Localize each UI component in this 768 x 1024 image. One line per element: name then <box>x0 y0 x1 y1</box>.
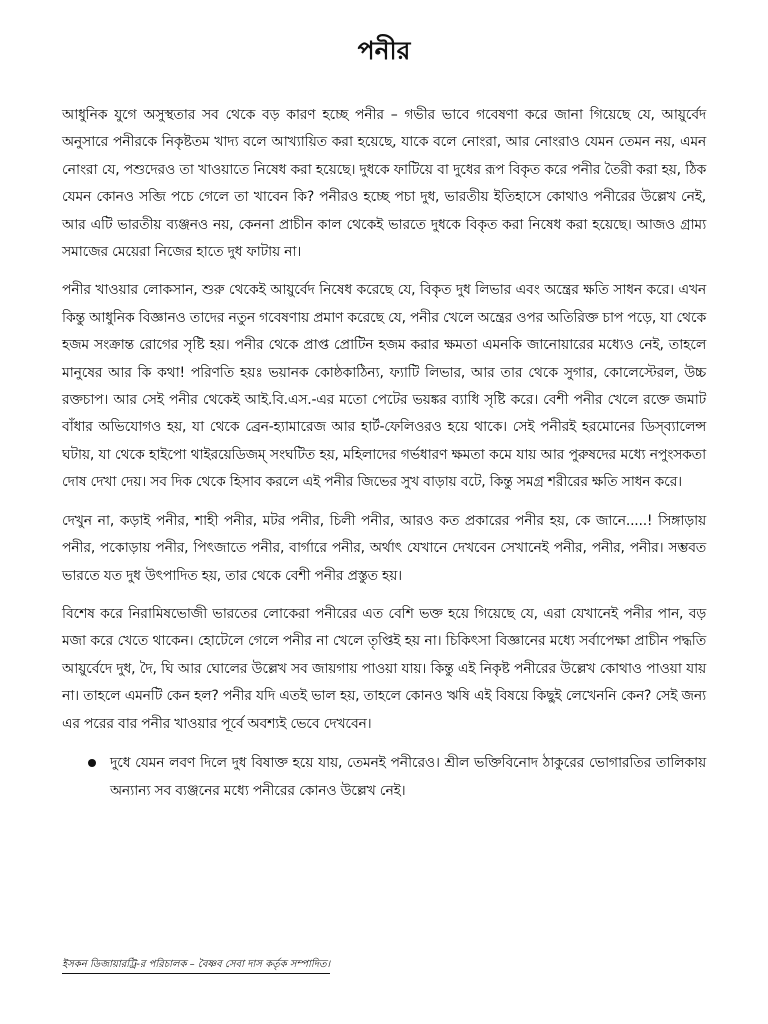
bullet-list <box>62 749 706 805</box>
bullet-item <box>88 749 706 805</box>
paragraph-1: আধুনিক যুগে অসুস্থতার সব থেকে বড় কারণ হচ্ছে পনীর – গভীর ভাবে গবেষণা করে জানা গিয়েছে যে, আয়ুর্বেদ অনুসারে পনীরকে নিকৃষ্টতম খাদ্য বলে আখ্যায়িত করা হয়েছে, যাকে বলে নোংরা, আর নোংরাও যেমন তেমন নয়, এমন নোংরা যে, পশুদেরও তা খাওয়াতে নিষেধ করা হয়েছে। দুধকে ফাটিয়ে বা দুধের রূপ বিকৃত করে পনীর তৈরী করা হয়, ঠিক যেমন কোনও সব্জি পচে গেলে তা খাবেন কি? পনীরও হচ্ছে পচা দুধ, ভারতীয় ইতিহাসে কোথাও পনীরের উল্লেখ নেই, আর এটি ভারতীয় ব্যঞ্জনও নয়, কেননা প্রাচীন কাল থেকেই ভারতে দুধকে বিকৃত করা নিষেধ করা হয়েছে। আজও গ্রাম্য সমাজের মেয়েরা নিজের হাতে দুধ ফাটায় না। <box>62 107 706 261</box>
bullet-dot-icon <box>88 759 96 767</box>
page-title: পনীর <box>357 36 411 65</box>
paragraph-2: পনীর খাওয়ার লোকসান, শুরু থেকেই আয়ুর্বেদ নিষেধ করেছে যে, বিকৃত দুধ লিভার এবং অন্ত্রের ক্ষতি সাধন করে। এখন কিন্তু আধুনিক বিজ্ঞানও তাদের নতুন গবেষণায় প্রমাণ করেছে যে, পনীর খেলে অন্ত্রের ওপর অতিরিক্ত চাপ পড়ে, যা থেকে হজম সংক্রান্ত রোগের সৃষ্টি হয়। পনীর থেকে প্রাপ্ত প্রোটিন হজম করার ক্ষমতা এমনকি জানোয়ারের মধ্যেও নেই, তাহলে মানুষের আর কি কথা! পরিণতি হয়ঃ ভয়ানক কোষ্ঠকাঠিন্য, ফ্যাটি লিভার, আর তার থেকে সুগার, কোলেস্টেরল, উচ্চ রক্তচাপ। আর সেই পনীর থেকেই আই.বি.এস.-এর মতো পেটের ভয়ঙ্কর ব্যাধি সৃষ্টি করে। বেশী পনীর খেলে রক্তে জমাট বাঁধার অভিযোগও হয়, যা থেকে ব্রেন-হ্যামারেজ আর হার্ট-ফেলিওরও হয়ে থাকে। সেই পনীরই হরমোনের ডিস্‌ব্যালেন্স ঘটায়, যা থেকে হাইপো থাইরয়েডিজম্‌ সংঘটিত হয়, মহিলাদের গর্ভধারণ ক্ষমতা কমে যায় আর পুরুষদের মধ্যে নপুংসকতা দোষ দেখা দেয়। সব দিক থেকে হিসাব করলে এই পনীর জিভের সুখ বাড়ায় বটে, কিন্তু সমগ্র শরীরের ক্ষতি সাধন করে। <box>62 282 706 491</box>
footer-credit: ইসকন ডিজায়ারট্রি-র পরিচালক – বৈষ্ণব সেবা দাস কর্তৃক সম্পাদিত। <box>62 958 330 974</box>
bullet-text: দুধে যেমন লবণ দিলে দুধ বিষাক্ত হয়ে যায়, তেমনই পনীরেও। শ্রীল ভক্তিবিনোদ ঠাকুরের ভোগারতির তালিকায় অন্যান্য সব ব্যঞ্জনের মধ্যে পনীরের কোনও উল্লেখ নেই। <box>110 754 706 799</box>
paragraph-3: দেখুন না, কড়াই পনীর, শাহী পনীর, মটর পনীর, চিলী পনীর, আরও কত প্রকারের পনীর হয়, কে জানে.....! সিঙ্গাড়ায় পনীর, পকোড়ায় পনীর, পিৎজাতে পনীর, বার্গারে পনীর, অর্থাৎ যেখানে দেখবেন সেখানেই পনীর, পনীর, পনীর। সম্ভবত ভারতে যত দুধ উৎপাদিত হয়, তার থেকে বেশী পনীর প্রস্তুত হয়। <box>62 512 706 584</box>
paragraph-4: বিশেষ করে নিরামিষভোজী ভারতের লোকেরা পনীরের এত বেশি ভক্ত হয়ে গিয়েছে যে, এরা যেখানেই পনীর পান, বড় মজা করে খেতে থাকেন। হোটেলে গেলে পনীর না খেলে তৃপ্তিই হয় না। চিকিৎসা বিজ্ঞানের মধ্যে সর্বাপেক্ষা প্রাচীন পদ্ধতি আয়ুর্বেদে দুধ, দৈ, ঘি আর ঘোলের উল্লেখ সব জায়গায় পাওয়া যায়। কিন্তু এই নিকৃষ্ট পনীরের উল্লেখ কোথাও পাওয়া যায় না। তাহলে এমনটি কেন হল? পনীর যদি এতই ভাল হয়, তাহলে কোনও ঋষি এই বিষয়ে কিছুই লেখেননি কেন? সেই জন্য এর পরের বার পনীর খাওয়ার পূর্বে অবশ্যই ভেবে দেখবেন। <box>62 605 706 732</box>
